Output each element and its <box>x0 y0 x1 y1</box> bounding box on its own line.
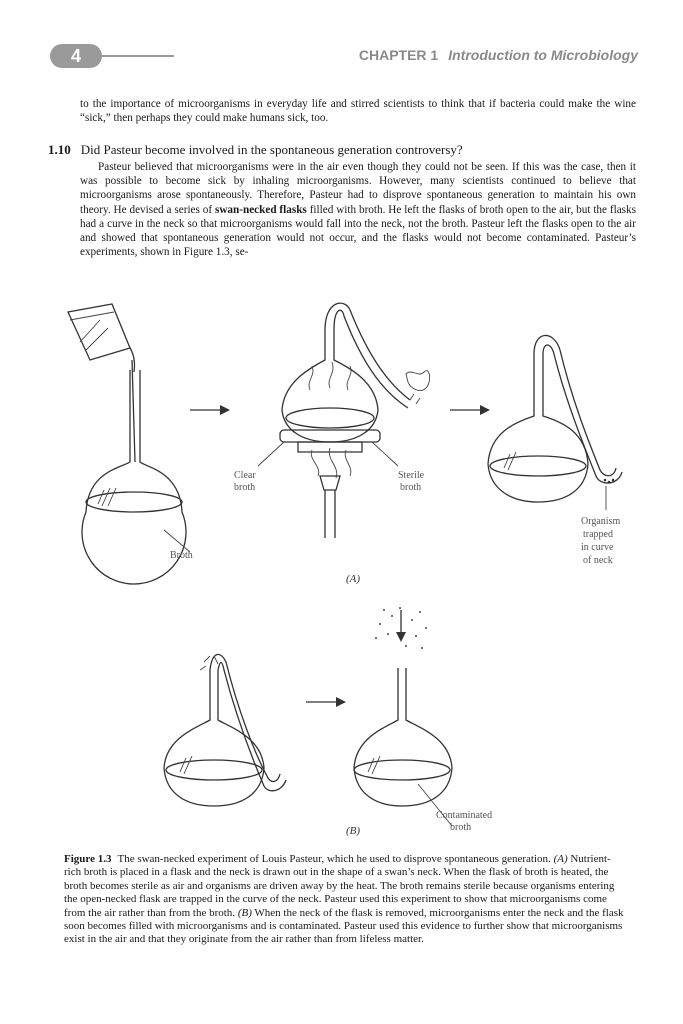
flask-3 <box>488 335 622 502</box>
answer-bold-term: swan-necked flasks <box>215 203 307 216</box>
caption-part-a-label: (A) <box>553 853 568 865</box>
figure-caption <box>64 853 624 947</box>
caption-figure-label: Figure 1.3 <box>64 853 112 865</box>
figure-1-3-illustration <box>40 290 660 850</box>
clear-broth-pointer <box>258 442 284 466</box>
caption-part-b-label: (B) <box>237 906 252 919</box>
question-number: 1.10 <box>48 142 71 157</box>
arrow-1-icon <box>190 405 230 415</box>
arrow-2-icon <box>450 405 490 415</box>
label-contaminated-1: Contaminated <box>436 810 493 821</box>
bunsen-burner-icon <box>311 448 351 538</box>
caption-intro: The swan-necked experiment of Louis Pasteur, which he used to disprove spontaneous generation. <box>117 853 554 865</box>
flask-5 <box>354 668 452 806</box>
question-heading <box>48 142 648 158</box>
panel-a-label: (A) <box>346 573 361 585</box>
label-sterile-1: Sterile <box>398 470 425 481</box>
pouring-broth-stream <box>132 360 135 462</box>
panel-b-label: (B) <box>346 825 361 837</box>
flask-4 <box>164 654 286 806</box>
label-sterile-2: broth <box>400 482 422 493</box>
flask-2 <box>282 303 410 442</box>
chapter-title: Introduction to Microbiology <box>448 47 638 63</box>
down-arrow-icon <box>396 610 406 642</box>
chapter-label: CHAPTER 1 <box>358 47 439 63</box>
answer-paragraph <box>80 160 636 259</box>
label-clear-1: Clear <box>234 470 256 481</box>
label-organism-1: Organism <box>581 516 621 527</box>
caption-part-a: Nutrient-rich broth is placed in a flask and the neck is drawn out in the shape of a swan’s neck. When the flask of broth is heated, the broth becomes sterile as air and organisms are driven away by the heat. The broth remains sterile because organisms entering the open-necked flask are trapped in the curve of the neck. Pasteur used this experiment to show that microorganisms come from the air rather than from the broth. <box>64 853 615 919</box>
running-head <box>359 47 638 63</box>
label-broth: Broth <box>170 550 193 561</box>
page-number-badge: 4 <box>50 44 102 68</box>
question-text: Did Pasteur become involved in the spontaneous generation controversy? <box>80 142 463 157</box>
answer-text-end: filled with broth. He left the flasks of broth open to the air, but the flasks had a curve in the neck so that microorganisms would fall into the neck, not the broth. Pasteur left the flasks open to the air and showed that spontaneous generation would not occur, and the flasks would not become contaminated. Pasteur’s experiments, shown in Figure 1.3, se- <box>80 203 636 259</box>
beaker-icon <box>68 304 135 372</box>
answer-text-start: Pasteur believed that microorganisms were in the air even though they could not be seen. If this was the case, then it was possible to become sick by inhaling microorganisms. However, many scientists continued to believe that microorganisms arose spontaneously. Therefore, Pasteur had to disprove spontaneous generation to maintain his own theory. He devised a series of <box>80 161 636 216</box>
label-organism-3: in curve <box>581 542 614 553</box>
caption-part-b: When the neck of the flask is removed, microorganisms enter the neck and the flask soon becomes filled with microorganisms and is contaminated. Pasteur used this evidence to further show that microorganisms exist in the air and that they originate from the air rather than from lifeless matter. <box>64 906 624 946</box>
continuation-paragraph: to the importance of microorganisms in everyday life and stirred scientists to think that if bacteria could make the wine “sick,” then perhaps they could make humans sick, too. <box>80 98 636 125</box>
label-clear-2: broth <box>234 482 256 493</box>
sterile-broth-pointer <box>372 442 398 466</box>
arrow-3-icon <box>306 697 346 707</box>
header-rule <box>96 55 174 57</box>
label-organism-4: of neck <box>583 555 613 566</box>
label-organism-2: trapped <box>583 529 613 540</box>
label-contaminated-2: broth <box>450 822 472 833</box>
